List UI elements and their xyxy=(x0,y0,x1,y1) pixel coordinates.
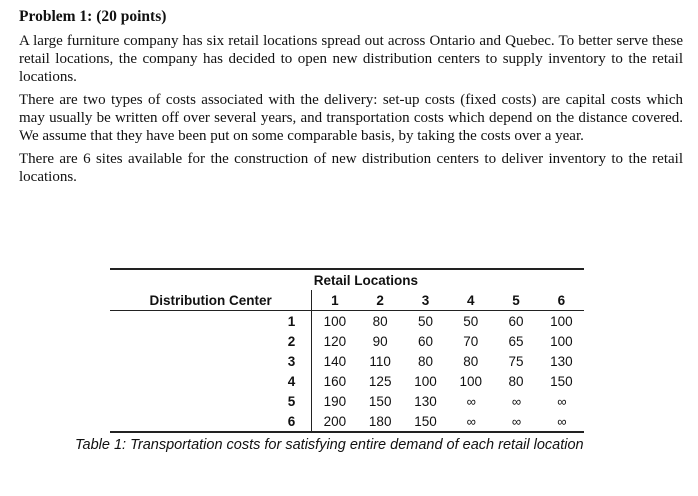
table-cell-infinity: ∞ xyxy=(466,393,475,409)
table-cell: 180 xyxy=(358,411,403,432)
table-cell-infinity: ∞ xyxy=(539,411,584,432)
table-row xyxy=(110,351,584,371)
table-cell: 80 xyxy=(508,373,524,389)
table-cell-infinity: ∞ xyxy=(493,411,538,432)
table-cell: 50 xyxy=(417,313,433,329)
column-header: 4 xyxy=(448,290,493,311)
table-cell: 110 xyxy=(369,353,391,369)
table-row xyxy=(110,371,584,391)
table-cell: 80 xyxy=(463,353,479,369)
table-cell-infinity: ∞ xyxy=(448,411,493,432)
column-header: 6 xyxy=(539,290,584,311)
center-label: 4 xyxy=(287,373,296,389)
table-cell: 130 xyxy=(414,393,437,409)
table-cell: 100 xyxy=(550,333,573,349)
paragraph-intro: A large furniture company has six retail locations spread out across Ontario and Quebec. To better serve these retail locations, the company has decided to open new distribution centers to supply inventory to the retail locations. xyxy=(19,33,683,85)
table-cell: 90 xyxy=(372,333,388,349)
table-corner xyxy=(110,269,312,290)
column-header: 3 xyxy=(403,290,448,311)
table-caption: Table 1: Transportation costs for satisfying entire demand of each retail location xyxy=(75,437,584,453)
paragraph-sites: There are 6 sites available for the construction of new distribution centers to deliver inventory to the retail locations. xyxy=(19,151,683,185)
table-cell: 80 xyxy=(417,353,433,369)
problem-document xyxy=(19,8,683,191)
table-cell-infinity: ∞ xyxy=(557,393,566,409)
column-header: 1 xyxy=(312,290,358,311)
table-cell: 190 xyxy=(312,391,358,411)
paragraph-costs: There are two types of costs associated with the delivery: set-up costs (fixed costs) are capital costs which may usually be written off over several years, and transportation costs which depend on the distance covered. We assume that they have been put on some comparable basis, by taking the costs over a year. xyxy=(19,92,683,144)
table-cell: 75 xyxy=(508,353,524,369)
table-cell: 100 xyxy=(414,373,437,389)
table-row xyxy=(110,311,584,332)
table-cell-infinity: ∞ xyxy=(511,393,521,409)
center-label: 5 xyxy=(287,393,296,409)
table-cell: 100 xyxy=(550,313,573,329)
table-cell: 100 xyxy=(459,373,483,389)
table-row xyxy=(110,411,584,432)
transportation-cost-table-container xyxy=(110,268,584,433)
table-cell: 50 xyxy=(463,313,479,329)
table-cell: 150 xyxy=(368,393,392,409)
table-cell: 80 xyxy=(372,313,388,329)
center-label: 1 xyxy=(287,313,296,329)
center-label: 2 xyxy=(287,333,296,349)
table-cell: 200 xyxy=(312,411,358,432)
table-cell: 150 xyxy=(550,373,573,389)
table-cell: 140 xyxy=(312,351,358,371)
table-cell: 65 xyxy=(508,333,524,349)
table-cell: 160 xyxy=(312,371,358,391)
group-header-retail-locations: Retail Locations xyxy=(312,269,584,290)
row-header-distribution-center: Distribution Center xyxy=(110,290,312,311)
table-cell: 120 xyxy=(312,331,358,351)
table-cell: 150 xyxy=(403,411,448,432)
transportation-cost-table xyxy=(110,268,584,433)
table-cell: 60 xyxy=(508,313,524,329)
center-label: 6 xyxy=(110,411,312,432)
table-row xyxy=(110,331,584,351)
table-cell: 70 xyxy=(463,333,479,349)
center-label: 3 xyxy=(287,353,296,369)
table-cell: 60 xyxy=(417,333,433,349)
column-header: 2 xyxy=(358,290,403,311)
problem-title: Problem 1: (20 points) xyxy=(19,8,167,25)
table-cell: 100 xyxy=(312,311,358,332)
table-cell: 125 xyxy=(368,373,392,389)
column-header: 5 xyxy=(493,290,538,311)
table-cell: 130 xyxy=(550,353,573,369)
table-row xyxy=(110,391,584,411)
